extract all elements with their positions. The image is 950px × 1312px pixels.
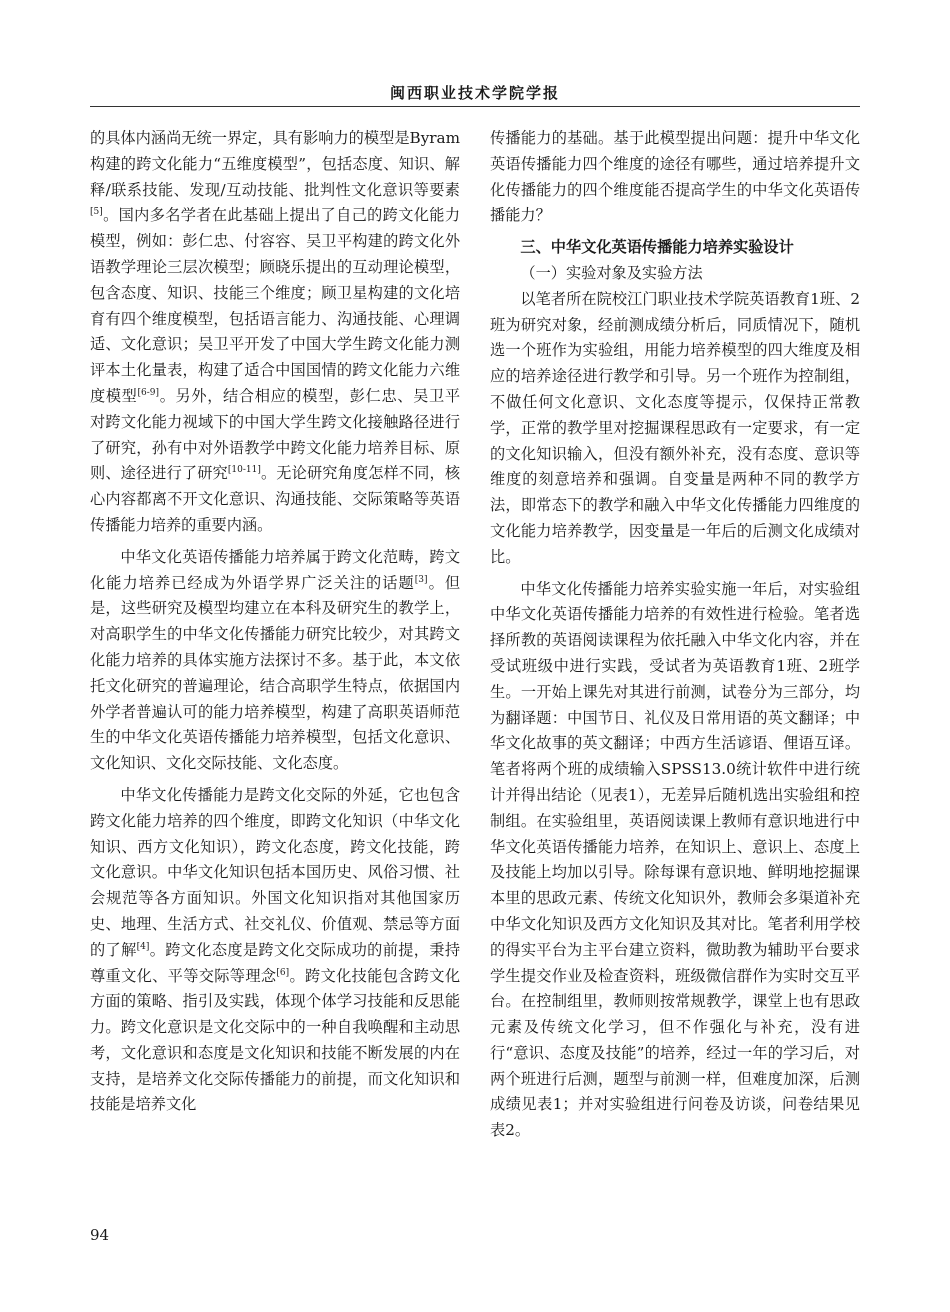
left-paragraph-3: [90, 783, 460, 1118]
text-run: 。国内多名学者在此基础上提出了自己的跨文化能力模型，例如：彭仁忠、付容容、吴卫平构建的跨文化外语教学理论三层次模型；顾晓乐提出的互动理论模型，包含态度、知识、技能三个维度；顾卫星构建的文化培育有四个维度模型，包括语言能力、沟通技能、心理调适、文化意识；吴卫平开发了中国大学生跨文化能力测评本土化量表，构建了适合中国国情的跨文化能力六维度模型: [90, 206, 460, 405]
text-run: 中华文化英语传播能力培养属于跨文化范畴，跨文化能力培养已经成为外语学界广泛关注的话题: [90, 547, 460, 592]
citation: [3]: [414, 574, 428, 585]
right-paragraph-1: 传播能力的基础。基于此模型提出问题：提升中华文化英语传播能力四个维度的途径有哪些，通过培养提升文化传播能力的四个维度能否提高学生的中华文化英语传播能力？: [490, 129, 860, 225]
right-paragraph-3: 中华文化传播能力培养实验实施一年后，对实验组中华文化英语传播能力培养的有效性进行检验。笔者选择所教的英语阅读课程为依托融入中华文化内容，并在受试班级中进行实践，受试者为英语教育1班、2班学生。一开始上课先对其进行前测，试卷分为三部分，均为翻译题：中国节日、礼仪及日常用语的英文翻译；中华文化故事的英文翻译；中西方生活谚语、俚语互译。笔者将两个班的成绩输入SPSS13.0统计软件中进行统计并得出结论（见表1），无差异后随机选出实验组和控制组。在实验组里，英语阅读课上教师有意识地进行中华文化英语传播能力培养，在知识上、意识上、态度上及技能上均加以引导。除每课有意识地、鲜明地挖掘课本里的思政元素、传统文化知识外，教师会多渠道补充中华文化知识及西方文化知识及其对比。笔者利用学校的得实平台为主平台建立资料，微助教为辅助平台要求学生提交作业及检查资料，班级微信群作为实时交互平台。在控制组里，教师则按常规教学，课堂上也有思政元素及传统文化学习，但不作强化与补充，没有进行“意识、态度及技能”的培养，经过一年的学习后，对两个班进行后测，题型与前测一样，但难度加深，后测成绩见表1；并对实验组进行问卷及访谈，问卷结果见表2。: [490, 579, 860, 1140]
left-column: [90, 126, 460, 1118]
page-number: 94: [90, 1226, 110, 1244]
text-run: 中华文化传播能力是跨文化交际的外延，它也包含跨文化能力培养的四个维度，即跨文化知识（中华文化知识、西方文化知识），跨文化态度，跨文化技能，跨文化意识。中华文化知识包括本国历史、风俗习惯、社会规范等各方面知识。外国文化知识指对其他国家历史、地理、生活方式、社交礼仪、价值观、禁忌等方面的了解: [90, 785, 460, 959]
left-paragraph-1: [90, 126, 460, 539]
text-run: 。但是，这些研究及模型均建立在本科及研究生的教学上，对高职学生的中华文化传播能力研究比较少，对其跨文化能力培养的具体实施方法探讨不多。基于此，本文依托文化研究的普遍理论，结合高职学生特点，依据国内外学者普遍认可的能力培养模型，构建了高职英语师范生的中华文化英语传播能力培养模型，包括文化意识、文化知识、文化交际技能、文化态度。: [90, 573, 461, 773]
text-run: 。跨文化技能包含跨文化方面的策略、指引及实践，体现个体学习技能和反思能力。跨文化意识是文化交际中的一种自我唤醒和主动思考，文化意识和态度是文化知识和技能不断发展的内在支持，是培养文化交际传播能力的前提，而文化知识和技能是培养文化: [90, 966, 461, 1114]
text-run: 。跨文化态度是跨文化交际成功的前提，秉持尊重文化、平等交际等理念: [90, 940, 461, 985]
right-paragraph-2: 以笔者所在院校江门职业技术学院英语教育1班、2班为研究对象，经前测成绩分析后，同质情况下，随机选一个班作为实验组，用能力培养模型的四大维度及相应的培养途径进行教学和引导。另一个班作为控制组，不做任何文化意识、文化态度等提示，仅保持正常教学，正常的教学里对挖掘课程思政有一定要求，有一定的文化知识输入，但没有额外补充，没有态度、意识等维度的刻意培养和强调。自变量是两种不同的教学方法，即常态下的教学和融入中华文化传播能力四维度的文化能力培养教学，因变量是一年后的后测文化成绩对比。: [490, 289, 860, 566]
left-paragraph-2: [90, 545, 460, 777]
section-heading: 三、中华文化英语传播能力培养实验设计: [520, 238, 794, 257]
journal-header: 闽西职业技术学院学报: [389, 84, 560, 102]
right-column: [490, 126, 860, 1144]
citation: [4]: [136, 941, 150, 952]
subsection-heading: （一）实验对象及实验方法: [520, 263, 703, 282]
citation: [10-11]: [227, 465, 261, 476]
citation: [5]: [90, 207, 103, 218]
citation: [6-9]: [137, 387, 160, 398]
text-run: 。无论研究角度怎样不同，核心内容都离不开文化意识、沟通技能、交际策略等英语传播能力培养的重要内涵。: [90, 464, 461, 534]
text-run: 的具体内涵尚无统一界定，具有影响力的模型是Byram构建的跨文化能力“五维度模型”，包括态度、知识、解释/联系技能、发现/互动技能、批判性文化意识等要素: [90, 129, 460, 199]
text-run: 。另外，结合相应的模型，彭仁忠、吴卫平对跨文化能力视域下的中国大学生跨文化接触路径进行了研究，孙有中对外语教学中跨文化能力培养目标、原则、途径进行了研究: [90, 386, 461, 483]
citation: [6]: [276, 967, 290, 978]
header-rule: [90, 106, 860, 107]
